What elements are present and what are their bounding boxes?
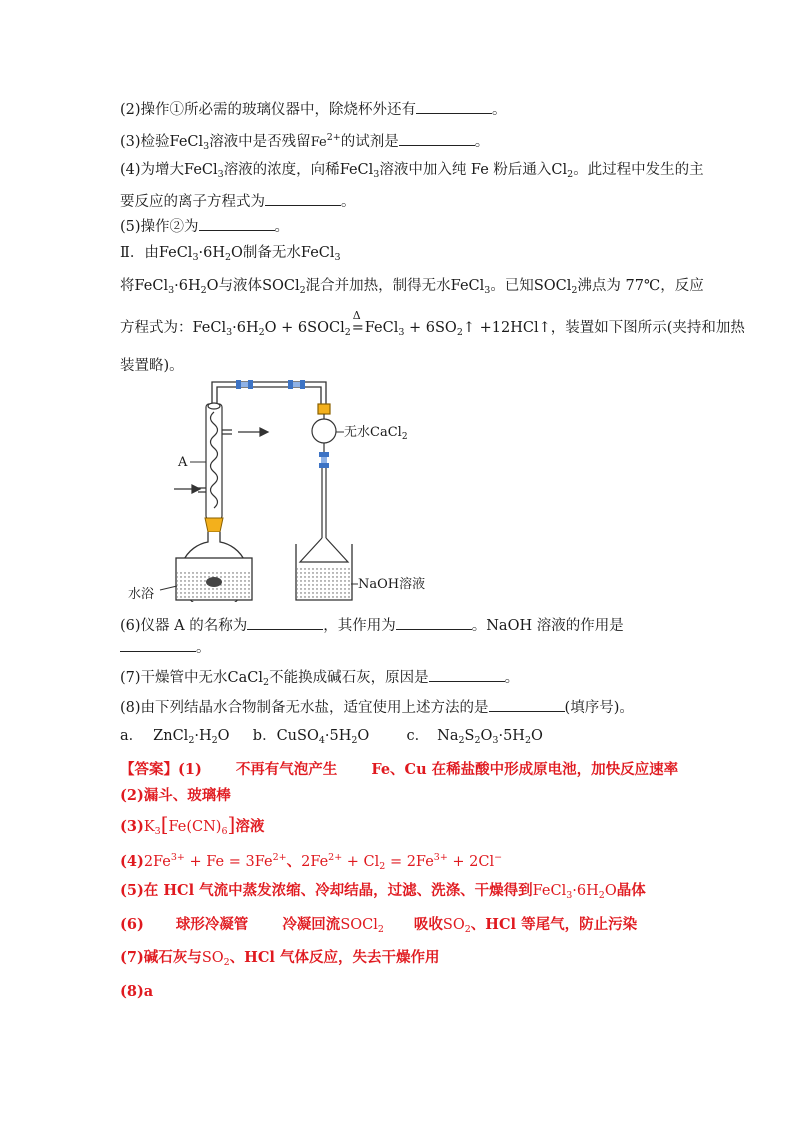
q8-blank[interactable] — [489, 696, 565, 712]
q7-blank[interactable] — [429, 666, 505, 682]
q6-blank-2[interactable] — [396, 614, 472, 630]
water-bath — [176, 558, 252, 600]
question-3: (3)检验FeCl$_3$溶液中是否残留$Fe^{2+}$的试剂是 。 — [120, 132, 490, 152]
answer-6: (6) 球形冷凝管 冷凝回流SOCl$_2$ 吸收$SO_2$、HCl 等尾气，防止污染 — [120, 916, 638, 935]
heat-equals-sign: Δ = — [351, 309, 364, 336]
q4-blank[interactable] — [265, 190, 341, 206]
answer-7: (7)碱石灰与$SO_2$、HCl 气体反应，失去干燥作用 — [120, 949, 440, 968]
question-4-line2: 要反应的离子方程式为 。 — [120, 190, 356, 212]
ball-condenser — [198, 403, 232, 528]
option-b[interactable]: b．$CuSO_4\cdot 5H_2O$ — [252, 728, 370, 746]
q2-text: 操作①所必需的玻璃仪器中，除烧杯外还有 — [140, 102, 417, 118]
question-5: (5)操作②为 。 — [120, 215, 289, 237]
answer-3: $(3)K_3[Fe(CN)_6]$溶液 — [120, 812, 265, 837]
part-ii-heading: Ⅱ．由$FeCl_3\cdot 6H_2O$制备无水FeCl$_3$ — [120, 245, 341, 263]
question-8: (8)由下列结晶水合物制备无水盐，适宜使用上述方法的是 (填序号)。 — [120, 696, 634, 718]
stopper — [205, 518, 223, 532]
intro-line3: 装置略)。 — [120, 358, 184, 374]
question-4: (4)为增大FeCl$_3$溶液的浓度，向稀FeCl$_3$溶液中加入纯 Fe 粉后通入$Cl_2$。此过程中发生的主 — [120, 162, 704, 180]
label-a: A — [178, 455, 188, 470]
q2-number: (2) — [120, 102, 141, 118]
q6-blank-3[interactable] — [120, 636, 196, 652]
apparatus-figure — [120, 376, 540, 602]
question-7: (7)干燥管中无水CaCl$_2$不能换成碱石灰，原因是 。 — [120, 666, 519, 693]
question-6: (6)仪器 A 的名称为 ，其作用为 。NaOH 溶液的作用是 — [120, 614, 624, 636]
q5-blank[interactable] — [199, 215, 275, 231]
question-6-line2: 。 — [120, 636, 211, 658]
answer-2: (2)漏斗、玻璃棒 — [120, 787, 231, 804]
intro-equation-line: 方程式为：$FeCl_3\cdot 6H_2O$ + 6SOCl$_2$ Δ =FeCl$_3$ + $6SO_2↑$ +12HCl↑，装置如下图所示(夹持和加热 — [120, 309, 745, 338]
answer-5: (5)在 HCl 气流中蒸发浓缩、冷却结晶，过滤、洗涤、干燥得到$FeCl_3\cdot 6H_2O$晶体 — [120, 882, 646, 901]
answer-1: 【答案】(1) 不再有气泡产生 Fe、Cu 在稀盐酸中形成原电池，加快反应速率 — [120, 761, 679, 778]
beaker — [296, 544, 352, 600]
option-a[interactable]: a． $ZnCl_2\cdot H_2O$ — [120, 728, 230, 746]
answer-4: $(4)2Fe^{3+} + Fe = 3Fe^{2+}$、$2Fe^{2+} + Cl_2 = 2Fe^{3+} + 2Cl^-$ — [120, 852, 503, 872]
question-2: (2)操作①所必需的玻璃仪器中，除烧杯外还有 。 — [120, 98, 507, 120]
options-row — [120, 726, 543, 751]
intro-line1: 将$FeCl_3\cdot 6H_2O$与液体SOCl$_2$混合并加热，制得无水FeCl$_3$。已知SOCl$_2$沸点为 77℃，反应 — [120, 278, 704, 296]
connecting-tube — [212, 382, 326, 406]
option-c[interactable]: c． $Na_2S_2O_3\cdot 5H_2O$ — [406, 728, 543, 746]
q6-blank-1[interactable] — [247, 614, 323, 630]
clamp-joint — [319, 452, 329, 468]
delivery-tube — [300, 468, 348, 562]
answer-8: (8)a — [120, 983, 154, 1000]
q2-blank[interactable] — [416, 98, 492, 114]
label-cacl2: 无水CaCl$_2$ — [344, 425, 408, 442]
drying-tube — [312, 404, 336, 452]
label-naoh: NaOH溶液 — [358, 577, 426, 592]
q3-blank[interactable] — [399, 130, 475, 146]
label-water-bath: 水浴 — [128, 587, 155, 602]
